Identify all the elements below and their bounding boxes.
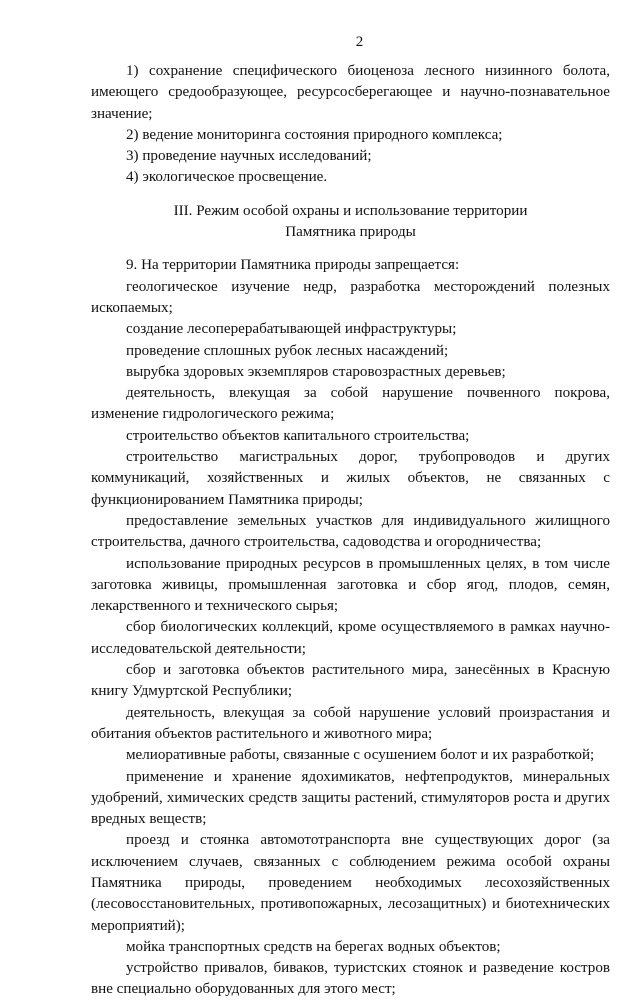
prohibition-item: деятельность, влекущая за собой нарушение условий произрастания и обитания объектов растительного и животного мира; xyxy=(91,704,610,742)
prohibition-item: сбор биологических коллекций, кроме осуществляемого в рамках научно-исследовательской деятельности; xyxy=(91,619,610,657)
prohibition-item: создание лесоперерабатывающей инфраструктуры; xyxy=(126,321,457,338)
prohibition-item: геологическое изучение недр, разработка месторождений полезных ископаемых; xyxy=(91,278,610,316)
goal-item: 2) ведение мониторинга состояния природного комплекса; xyxy=(126,126,503,143)
prohibition-item: использование природных ресурсов в промышленных целях, в том числе заготовка живицы, промышленная заготовка и сбор ягод, плодов, семян, лекарственного и технического сырья; xyxy=(91,555,610,615)
goal-item: 1) сохранение специфического биоценоза лесного низинного болота, имеющего средообразующее, ресурсосберегающее и научно-познавательное значение; xyxy=(91,63,610,122)
prohibition-item: сбор и заготовка объектов растительного мира, занесённых в Красную книгу Удмуртской Республики; xyxy=(91,662,610,700)
prohibition-item: строительство объектов капитального строительства; xyxy=(126,427,470,444)
prohibition-item: устройство привалов, биваков, туристских стоянок и разведение костров вне специально оборудованных для этого мест; xyxy=(91,960,610,998)
goal-item: 3) проведение научных исследований; xyxy=(126,148,372,165)
page-number: 2 xyxy=(355,34,364,50)
prohibition-item: строительство магистральных дорог, трубопроводов и других коммуникаций, хозяйственных и жилых объектов, не связанных с функционированием Памятника природы; xyxy=(91,449,610,508)
goal-item: 4) экологическое просвещение. xyxy=(126,169,328,186)
section-heading xyxy=(91,201,610,244)
prohibition-item: мойка транспортных средств на берегах водных объектов; xyxy=(126,938,501,955)
prohibition-item: применение и хранение ядохимикатов, нефтепродуктов, минеральных удобрений, химических средств защиты растений, стимуляторов роста и других вредных веществ; xyxy=(91,768,610,828)
prohibition-item: деятельность, влекущая за собой нарушение почвенного покрова, изменение гидрологического режима; xyxy=(91,385,610,423)
clause-intro: 9. На территории Памятника природы запрещается: xyxy=(126,257,460,274)
prohibition-item: предоставление земельных участков для индивидуального жилищного строительства, дачного строительства, садоводства и огородничества; xyxy=(91,512,610,551)
prohibition-item: проведение сплошных рубок лесных насаждений; xyxy=(126,342,449,359)
section-heading-line: Памятника природы xyxy=(285,224,416,241)
prohibition-item: мелиоративные работы, связанные с осушением болот и их разработкой; xyxy=(126,747,595,764)
prohibition-item: вырубка здоровых экземпляров старовозрастных деревьев; xyxy=(126,363,506,380)
prohibition-item: проезд и стоянка автомототранспорта вне существующих дорог (за исключением случаев, связанных с соблюдением режима особой охраны Памятника природы, проведением необходимых лесохозяйственных (лесовосстановительных, противопожарных, лесозащитных) и биотехнических мероприятий); xyxy=(91,832,610,934)
prohibitions-list xyxy=(91,277,610,1001)
goals-list xyxy=(91,61,610,189)
section-heading-line: III. Режим особой охраны и использование территории xyxy=(173,202,528,219)
